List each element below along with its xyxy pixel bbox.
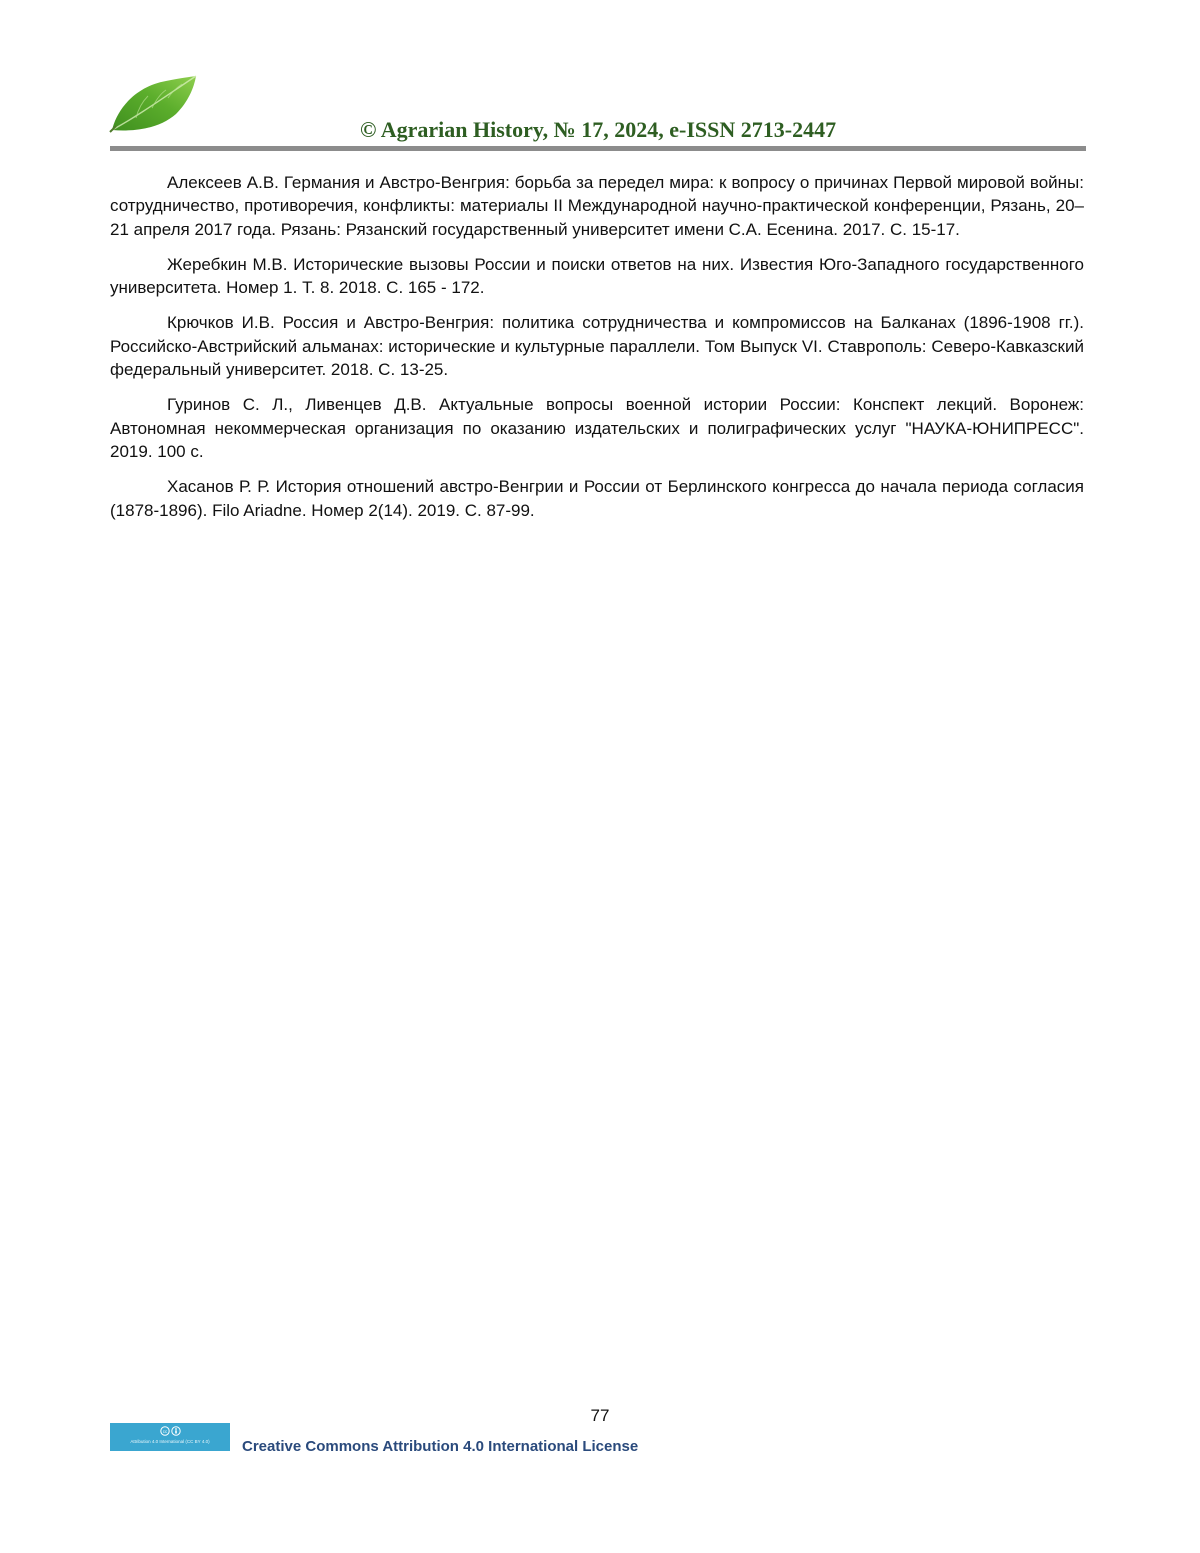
reference-item: Алексеев А.В. Германия и Австро-Венгрия: борьба за передел мира: к вопросу о причинах Первой мировой войны: сотрудничество, противоречия, конфликты: материалы II Международной научно-практической конференции, Рязань, 20–21 апреля 2017 года. Рязань: Рязанский государственный университет имени С.А. Есенина. 2017. С. 15-17. [110, 173, 1084, 239]
page-header [0, 0, 1200, 160]
reference-list [110, 171, 1084, 534]
reference-item: Гуринов С. Л., Ливенцев Д.В. Актуальные вопросы военной истории России: Конспект лекций. Воронеж: Автономная некоммерческая организация по оказанию издательских и полиграфических услуг "НАУКА-ЮНИПРЕСС". 2019. 100 с. [110, 395, 1084, 461]
license-link[interactable]: Creative Commons Attribution 4.0 International License [242, 1438, 639, 1455]
creative-commons-icon [160, 1426, 182, 1436]
header-divider [110, 146, 1086, 151]
cc-badge-label: Attribution 4.0 International (CC BY 4.0) [130, 1439, 210, 1444]
page-number: 77 [590, 1406, 610, 1425]
reference-item: Жеребкин М.В. Исторические вызовы России и поиски ответов на них. Известия Юго-Западного государственного университета. Номер 1. Т. 8. 2018. С. 165 - 172. [110, 254, 1084, 298]
reference-item: Крючков И.В. Россия и Австро-Венгрия: политика сотрудничества и компромиссов на Балканах (1896-1908 гг.). Российско-Австрийский альманах: исторические и культурные параллели. Том Выпуск VI. Ставрополь: Северо-Кавказский федеральный университет. 2018. С. 13-25. [110, 313, 1084, 380]
reference-item: Хасанов Р. Р. История отношений австро-Венгрии и России от Берлинского конгресса до начала периода согласия (1878-1896). Filo Ariadne. Номер 2(14). 2019. С. 87-99. [110, 477, 1084, 520]
svg-text:cc: cc [162, 1428, 168, 1434]
journal-title: © Agrarian History, № 17, 2024, e-ISSN 2713-2447 [360, 117, 837, 142]
cc-license-badge[interactable] [110, 1423, 230, 1451]
green-leaf-icon [108, 72, 200, 134]
